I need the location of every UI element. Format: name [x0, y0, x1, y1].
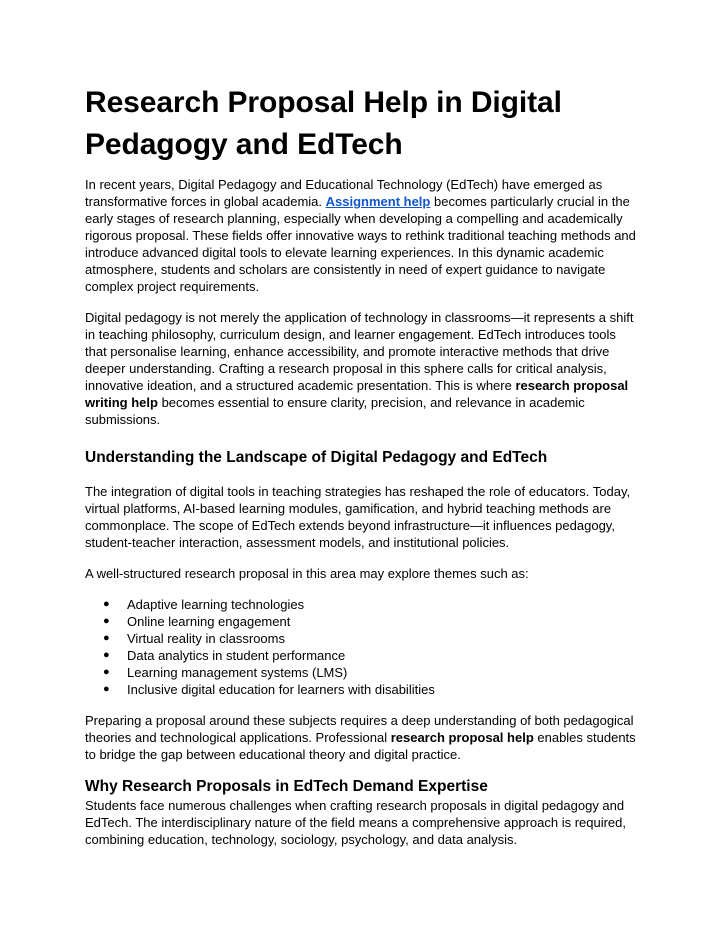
intro-paragraph [85, 176, 636, 295]
para2-text-before: Digital pedagogy is not merely the application of technology in classrooms—it represents a shift in teaching philosophy, curriculum design, and learner engagement. EdTech introduces tools that personalise learning, enhance accessibility, and promote interactive methods that drive deeper understanding. Crafting a research proposal in this sphere calls for critical analysis, innovative ideation, and a structured academic presentation. This is where [85, 310, 634, 393]
assignment-help-link[interactable]: Assignment help [325, 194, 431, 209]
para3-bold-phrase: research proposal help [390, 730, 534, 745]
list-item-text: Learning management systems (LMS) [127, 665, 348, 680]
list-item [103, 613, 636, 630]
para3-text-after: enables students to bridge the gap between educational theory and digital practice. [85, 730, 636, 762]
section-heading-landscape: Understanding the Landscape of Digital Pedagogy and EdTech [85, 449, 548, 466]
list-item [103, 630, 636, 647]
list-item [103, 596, 636, 613]
bullet-icon: ● [103, 683, 110, 695]
bullet-icon: ● [103, 649, 110, 661]
para2-bold-phrase: research proposal writing help [85, 378, 629, 410]
challenges-paragraph: Students face numerous challenges when crafting research proposals in digital pedagogy and EdTech. The interdisciplinary nature of the field means a comprehensive approach is required, combining education, technology, sociology, psychology, and data analysis. [85, 798, 627, 847]
list-item-text: Adaptive learning technologies [127, 597, 305, 612]
integration-paragraph: The integration of digital tools in teaching strategies has reshaped the role of educators. Today, virtual platforms, AI-based learning modules, gamification, and hybrid teaching methods are commonplace. The scope of EdTech extends beyond infrastructure—it influences pedagogy, student-teacher interaction, assessment models, and institutional policies. [85, 484, 631, 550]
list-item-text: Inclusive digital education for learners with disabilities [127, 682, 435, 697]
list-item-text: Virtual reality in classrooms [127, 631, 285, 646]
themes-list [85, 596, 636, 698]
preparing-paragraph [85, 712, 636, 763]
intro-text-after: becomes particularly crucial in the early stages of research planning, especially when developing a compelling and academically rigorous proposal. These fields offer innovative ways to rethink traditional teaching methods and introduce advanced digital tools to elevate learning experiences. In this dynamic academic atmosphere, students and scholars are consistently in need of expert guidance to navigate complex project requirements. [85, 194, 636, 294]
bullet-icon: ● [103, 666, 110, 678]
digital-pedagogy-paragraph [85, 309, 636, 428]
bullet-icon: ● [103, 632, 110, 644]
intro-text-before: In recent years, Digital Pedagogy and Educational Technology (EdTech) have emerged as transformative forces in global academia. [85, 177, 603, 209]
para2-text-after: becomes essential to ensure clarity, precision, and relevance in academic submissions. [85, 395, 585, 427]
bullet-icon: ● [103, 615, 110, 627]
para3-text-before: Preparing a proposal around these subjects requires a deep understanding of both pedagogical theories and technological applications. Professional [85, 713, 634, 745]
list-item [103, 664, 636, 681]
list-item [103, 647, 636, 664]
bullet-icon: ● [103, 598, 110, 610]
themes-intro-paragraph: A well-structured research proposal in this area may explore themes such as: [85, 566, 529, 581]
page-title: Research Proposal Help in Digital Pedagogy and EdTech [85, 86, 562, 161]
list-item-text: Data analytics in student performance [127, 648, 346, 663]
list-item [103, 681, 636, 698]
section-heading-expertise: Why Research Proposals in EdTech Demand Expertise [85, 778, 488, 795]
list-item-text: Online learning engagement [127, 614, 291, 629]
